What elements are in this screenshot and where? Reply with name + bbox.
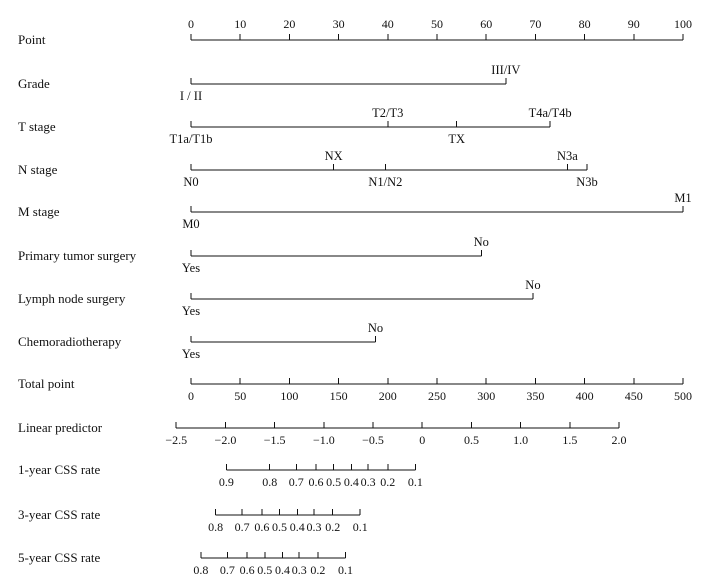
linear-predictor-tick-label: −1.5	[263, 433, 286, 447]
1-year-css-rate-tick-label: 0.8	[262, 475, 278, 489]
point-scale-tick-label: 40	[381, 17, 394, 31]
1-year-css-rate-tick-label: 0.1	[407, 475, 423, 489]
linear-predictor-tick-label: 0	[419, 433, 426, 447]
5-year-css-rate-row-label: 5-year CSS rate	[18, 550, 101, 565]
linear-predictor-tick-label: 0.5	[463, 433, 479, 447]
point-row-label: Point	[18, 32, 46, 47]
3-year-css-rate-row-label: 3-year CSS rate	[18, 507, 101, 522]
t-stage-level-label: T1a/T1b	[169, 132, 213, 146]
point-scale-tick-label: 70	[529, 17, 542, 31]
1-year-css-rate-tick-label: 0.9	[218, 475, 234, 489]
n-stage-level-label: N0	[183, 175, 199, 189]
1-year-css-rate-tick-label: 0.6	[308, 475, 324, 489]
m-stage-row-label: M stage	[18, 204, 60, 219]
t-stage-level-label: T2/T3	[372, 106, 404, 120]
5-year-css-rate-tick-label: 0.1	[337, 563, 353, 577]
primary-tumor-surgery-level-label: Yes	[181, 261, 201, 275]
1-year-css-rate-tick-label: 0.2	[380, 475, 396, 489]
n-stage-level-label: N3b	[576, 175, 598, 189]
lymph-node-surgery-row-label: Lymph node surgery	[18, 291, 126, 306]
total-point-row-label: Total point	[18, 376, 75, 391]
n-stage-level-label: N1/N2	[368, 175, 403, 189]
m-stage-level-label: M1	[674, 191, 692, 205]
3-year-css-rate-tick-label: 0.6	[254, 520, 270, 534]
3-year-css-rate-tick-label: 0.3	[306, 520, 322, 534]
point-scale-tick-label: 30	[332, 17, 345, 31]
m-stage-level-label: M0	[182, 217, 200, 231]
1-year-css-rate-row-label: 1-year CSS rate	[18, 462, 101, 477]
lymph-node-surgery-level-label: No	[525, 278, 541, 292]
total-point-tick-label: 150	[329, 389, 348, 403]
linear-predictor-tick-label: 2.0	[611, 433, 627, 447]
total-point-tick-label: 100	[280, 389, 299, 403]
5-year-css-rate-tick-label: 0.4	[275, 563, 291, 577]
t-stage-level-label: T4a/T4b	[528, 106, 572, 120]
lymph-node-surgery-level-label: Yes	[181, 304, 201, 318]
grade-level-label: III/IV	[491, 63, 521, 77]
1-year-css-rate-tick-label: 0.5	[326, 475, 342, 489]
total-point-tick-label: 450	[624, 389, 643, 403]
1-year-css-rate-tick-label: 0.7	[288, 475, 304, 489]
chemoradiotherapy-level-label: No	[367, 321, 384, 335]
grade-level-label: I / II	[179, 89, 203, 103]
total-point-tick-label: 50	[234, 389, 247, 403]
point-scale-tick-label: 60	[480, 17, 493, 31]
3-year-css-rate-tick-label: 0.4	[289, 520, 305, 534]
3-year-css-rate-tick-label: 0.7	[234, 520, 250, 534]
3-year-css-rate-tick-label: 0.5	[272, 520, 288, 534]
1-year-css-rate-tick-label: 0.3	[360, 475, 376, 489]
point-scale-tick-label: 20	[283, 17, 296, 31]
point-scale-tick-label: 10	[234, 17, 247, 31]
n-stage-row-label: N stage	[18, 162, 58, 177]
linear-predictor-tick-label: 1.5	[562, 433, 578, 447]
3-year-css-rate-tick-label: 0.1	[352, 520, 368, 534]
total-point-tick-label: 0	[188, 389, 194, 403]
total-point-tick-label: 500	[674, 389, 692, 403]
total-point-tick-label: 350	[526, 389, 545, 403]
linear-predictor-tick-label: 1.0	[513, 433, 529, 447]
point-scale-tick-label: 50	[431, 17, 443, 31]
primary-tumor-surgery-row-label: Primary tumor surgery	[18, 248, 137, 263]
n-stage-level-label: NX	[324, 149, 343, 163]
5-year-css-rate-tick-label: 0.7	[219, 563, 235, 577]
point-scale-tick-label: 90	[627, 17, 640, 31]
grade-row-label: Grade	[18, 76, 50, 91]
3-year-css-rate-tick-label: 0.8	[208, 520, 224, 534]
n-stage-level-label: N3a	[556, 149, 578, 163]
linear-predictor-row-label: Linear predictor	[18, 420, 103, 435]
total-point-tick-label: 400	[575, 389, 594, 403]
total-point-tick-label: 200	[378, 389, 397, 403]
point-scale-tick-label: 100	[674, 17, 692, 31]
3-year-css-rate-tick-label: 0.2	[325, 520, 341, 534]
5-year-css-rate-tick-label: 0.6	[239, 563, 255, 577]
linear-predictor-tick-label: −0.5	[362, 433, 384, 447]
5-year-css-rate-tick-label: 0.2	[310, 563, 326, 577]
5-year-css-rate-tick-label: 0.5	[257, 563, 273, 577]
1-year-css-rate-tick-label: 0.4	[343, 475, 359, 489]
t-stage-row-label: T stage	[18, 119, 56, 134]
5-year-css-rate-tick-label: 0.3	[291, 563, 307, 577]
5-year-css-rate-tick-label: 0.8	[193, 563, 209, 577]
linear-predictor-tick-label: −2.0	[214, 433, 237, 447]
chemoradiotherapy-row-label: Chemoradiotherapy	[18, 334, 122, 349]
t-stage-level-label: TX	[448, 132, 466, 146]
point-scale-tick-label: 0	[188, 17, 194, 31]
total-point-tick-label: 250	[428, 389, 446, 403]
linear-predictor-tick-label: −2.5	[165, 433, 188, 447]
total-point-tick-label: 300	[477, 389, 496, 403]
linear-predictor-tick-label: −1.0	[312, 433, 335, 447]
point-scale-tick-label: 80	[578, 17, 591, 31]
primary-tumor-surgery-level-label: No	[473, 235, 489, 249]
chemoradiotherapy-level-label: Yes	[181, 347, 201, 361]
